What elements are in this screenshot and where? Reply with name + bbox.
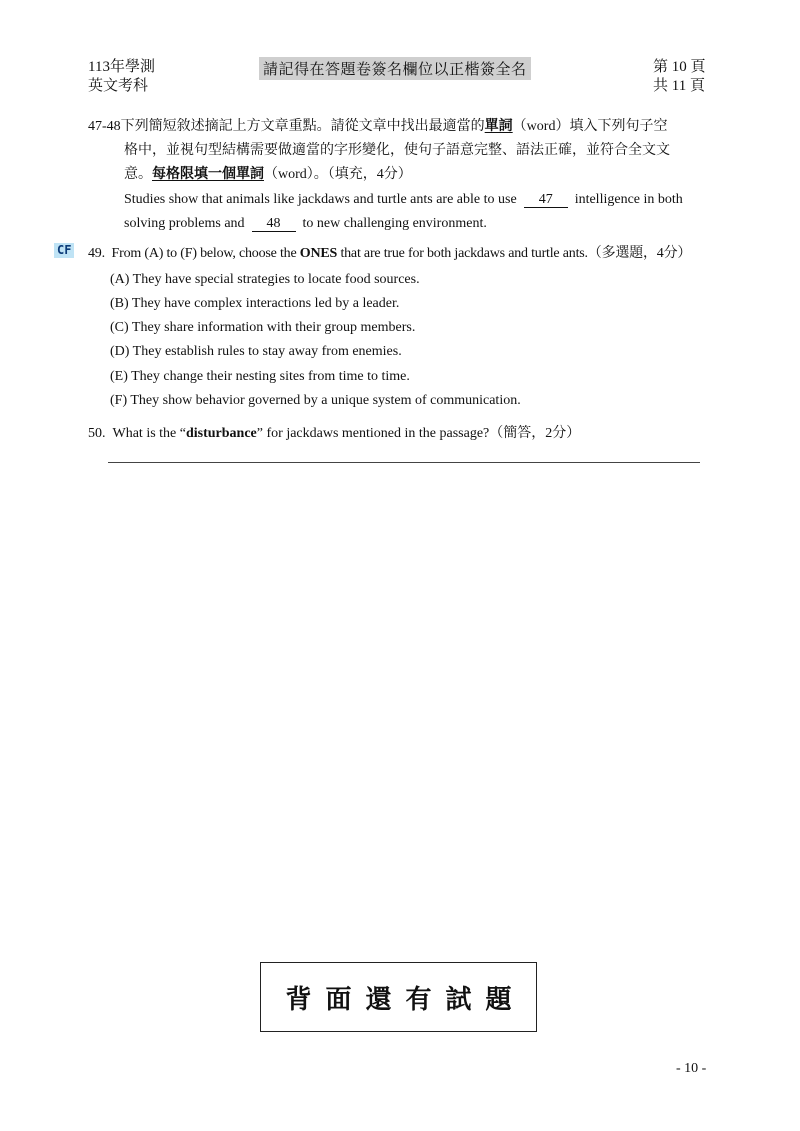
- page-number: - 10 -: [676, 1061, 707, 1076]
- page-total: 共 11 頁: [653, 78, 705, 94]
- exam-year: 113年學測: [88, 59, 155, 75]
- q49-option-a[interactable]: (A) They have special strategies to locate food sources.: [110, 272, 420, 287]
- continue-notice-text: 背面還有試題: [285, 984, 526, 1015]
- q47-48-sentence-2: solving problems and 48 to new challenging environment.: [124, 216, 487, 231]
- emphasis-word: 單詞: [484, 119, 513, 134]
- q50-stem: 50. What is the “disturbance” for jackdaws mentioned in the passage?（簡答，2分）: [88, 426, 581, 441]
- q47-48-sentence-1: Studies show that animals like jackdaws and turtle ants are able to use 47 intelligence in both: [124, 192, 683, 207]
- page-current: 第 10 頁: [653, 59, 706, 75]
- blank-48[interactable]: 48: [252, 216, 296, 232]
- q49-option-f[interactable]: (F) They show behavior governed by a unique system of communication.: [110, 393, 521, 408]
- emphasis-disturbance: disturbance: [185, 426, 257, 441]
- exam-subject: 英文考科: [88, 78, 149, 94]
- q49-stem: 49. From (A) to (F) below, choose the ONES that are true for both jackdaws and turtle ants.（多選題，4分）: [88, 246, 692, 261]
- q50-answer-line[interactable]: [108, 462, 700, 463]
- q49-option-e[interactable]: (E) They change their nesting sites from time to time.: [110, 369, 410, 384]
- q47-48-line3: 意。每格限填一個單詞（word）。（填充，4分）: [124, 167, 412, 182]
- q47-48-line2: 格中，並視句型結構需要做適當的字形變化，使句子語意完整、語法正確，並符合全文文: [124, 143, 670, 158]
- cf-marker: CF: [54, 243, 74, 258]
- q49-option-b[interactable]: (B) They have complex interactions led by a leader.: [110, 296, 400, 311]
- q49-number: 49.: [88, 246, 105, 261]
- q50-number: 50.: [88, 426, 106, 441]
- q47-48-number: 47-48: [88, 119, 121, 134]
- q47-48-line1: 47-48下列簡短敘述摘記上方文章重點。請從文章中找出最適當的單詞（word）填入下列句子空: [88, 119, 668, 134]
- signature-notice: 請記得在答題卷簽名欄位以正楷簽全名: [259, 57, 531, 80]
- q49-option-c[interactable]: (C) They share information with their group members.: [110, 320, 416, 335]
- blank-47[interactable]: 47: [524, 192, 568, 208]
- emphasis-ones: ONES: [299, 246, 338, 261]
- continue-notice-box: [260, 962, 537, 1032]
- emphasis-one-word: 每格限填一個單詞: [152, 167, 264, 182]
- q49-option-d[interactable]: (D) They establish rules to stay away from enemies.: [110, 344, 402, 359]
